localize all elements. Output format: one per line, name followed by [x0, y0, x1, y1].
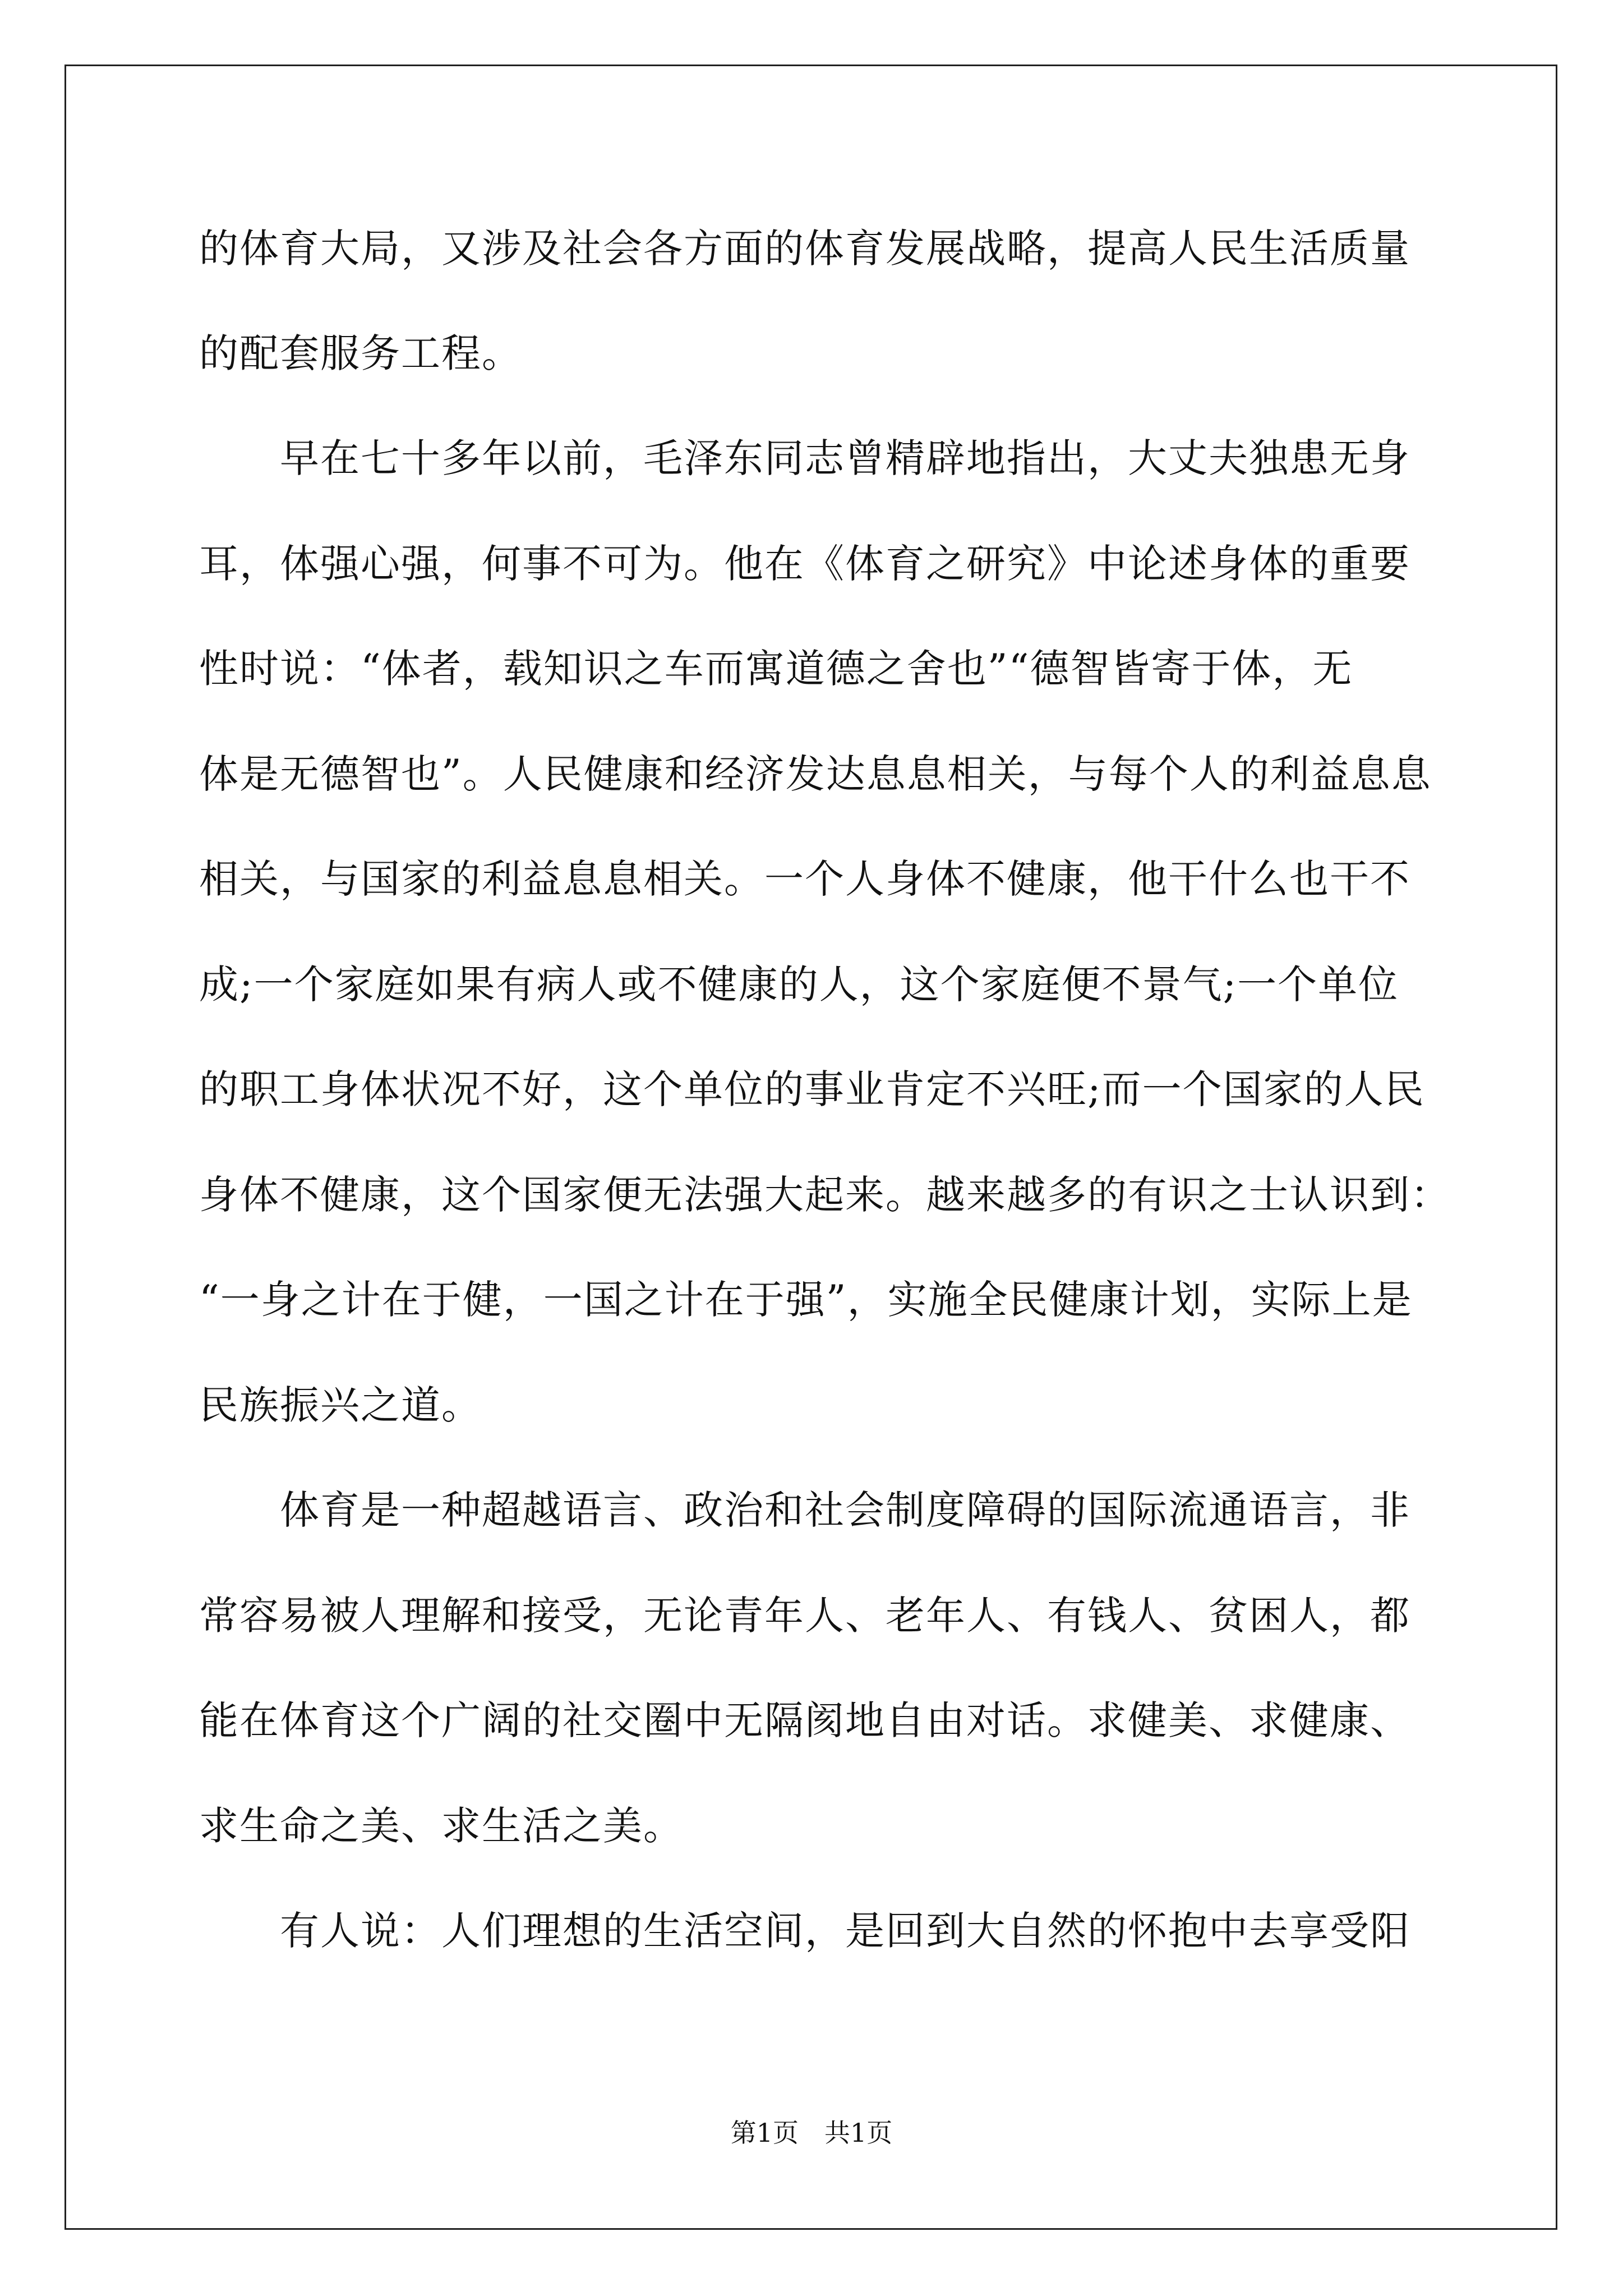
text-line: 身体不健康，这个国家便无法强大起来。越来越多的有识之士认识到：: [199, 1172, 1451, 1218]
page-number-footer: 第1页 共1页: [730, 2118, 893, 2148]
text-line: 成;一个家庭如果有病人或不健康的人，这个家庭便不景气;一个单位: [199, 961, 1399, 1007]
text-line: 早在七十多年以前，毛泽东同志曾精辟地指出，大丈夫独患无身: [199, 435, 1410, 481]
text-line: 能在体育这个广阔的社交圈中无隔阂地自由对话。求健美、求健康、: [199, 1697, 1410, 1743]
page-border: [64, 65, 1557, 2230]
text-line: 求生命之美、求生活之美。: [199, 1803, 684, 1849]
text-line: 体是无德智也”。人民健康和经济发达息息相关，与每个人的利益息息: [199, 751, 1432, 797]
text-line: 的体育大局，又涉及社会各方面的体育发展战略，提高人民生活质量: [199, 226, 1410, 272]
text-line: “一身之计在于健，一国之计在于强”，实施全民健康计划，实际上是: [199, 1277, 1413, 1323]
text-line: 民族振兴之道。: [199, 1382, 482, 1428]
text-line: 性时说：“体者，载知识之车而寓道德之舍也”“德智皆寄于体，无: [199, 646, 1353, 692]
text-line: 相关，与国家的利益息息相关。一个人身体不健康，他干什么也干不: [199, 856, 1410, 902]
text-line: 耳，体强心强，何事不可为。他在《体育之研究》中论述身体的重要: [199, 541, 1410, 587]
text-line: 常容易被人理解和接受，无论青年人、老年人、有钱人、贫困人，都: [199, 1593, 1410, 1639]
text-line: 的职工身体状况不好，这个单位的事业肯定不兴旺;而一个国家的人民: [199, 1066, 1425, 1112]
text-line: 的配套服务工程。: [199, 330, 522, 376]
text-line: 有人说：人们理想的生活空间，是回到大自然的怀抱中去享受阳: [199, 1908, 1410, 1954]
text-line: 体育是一种超越语言、政治和社会制度障碍的国际流通语言，非: [199, 1487, 1410, 1533]
